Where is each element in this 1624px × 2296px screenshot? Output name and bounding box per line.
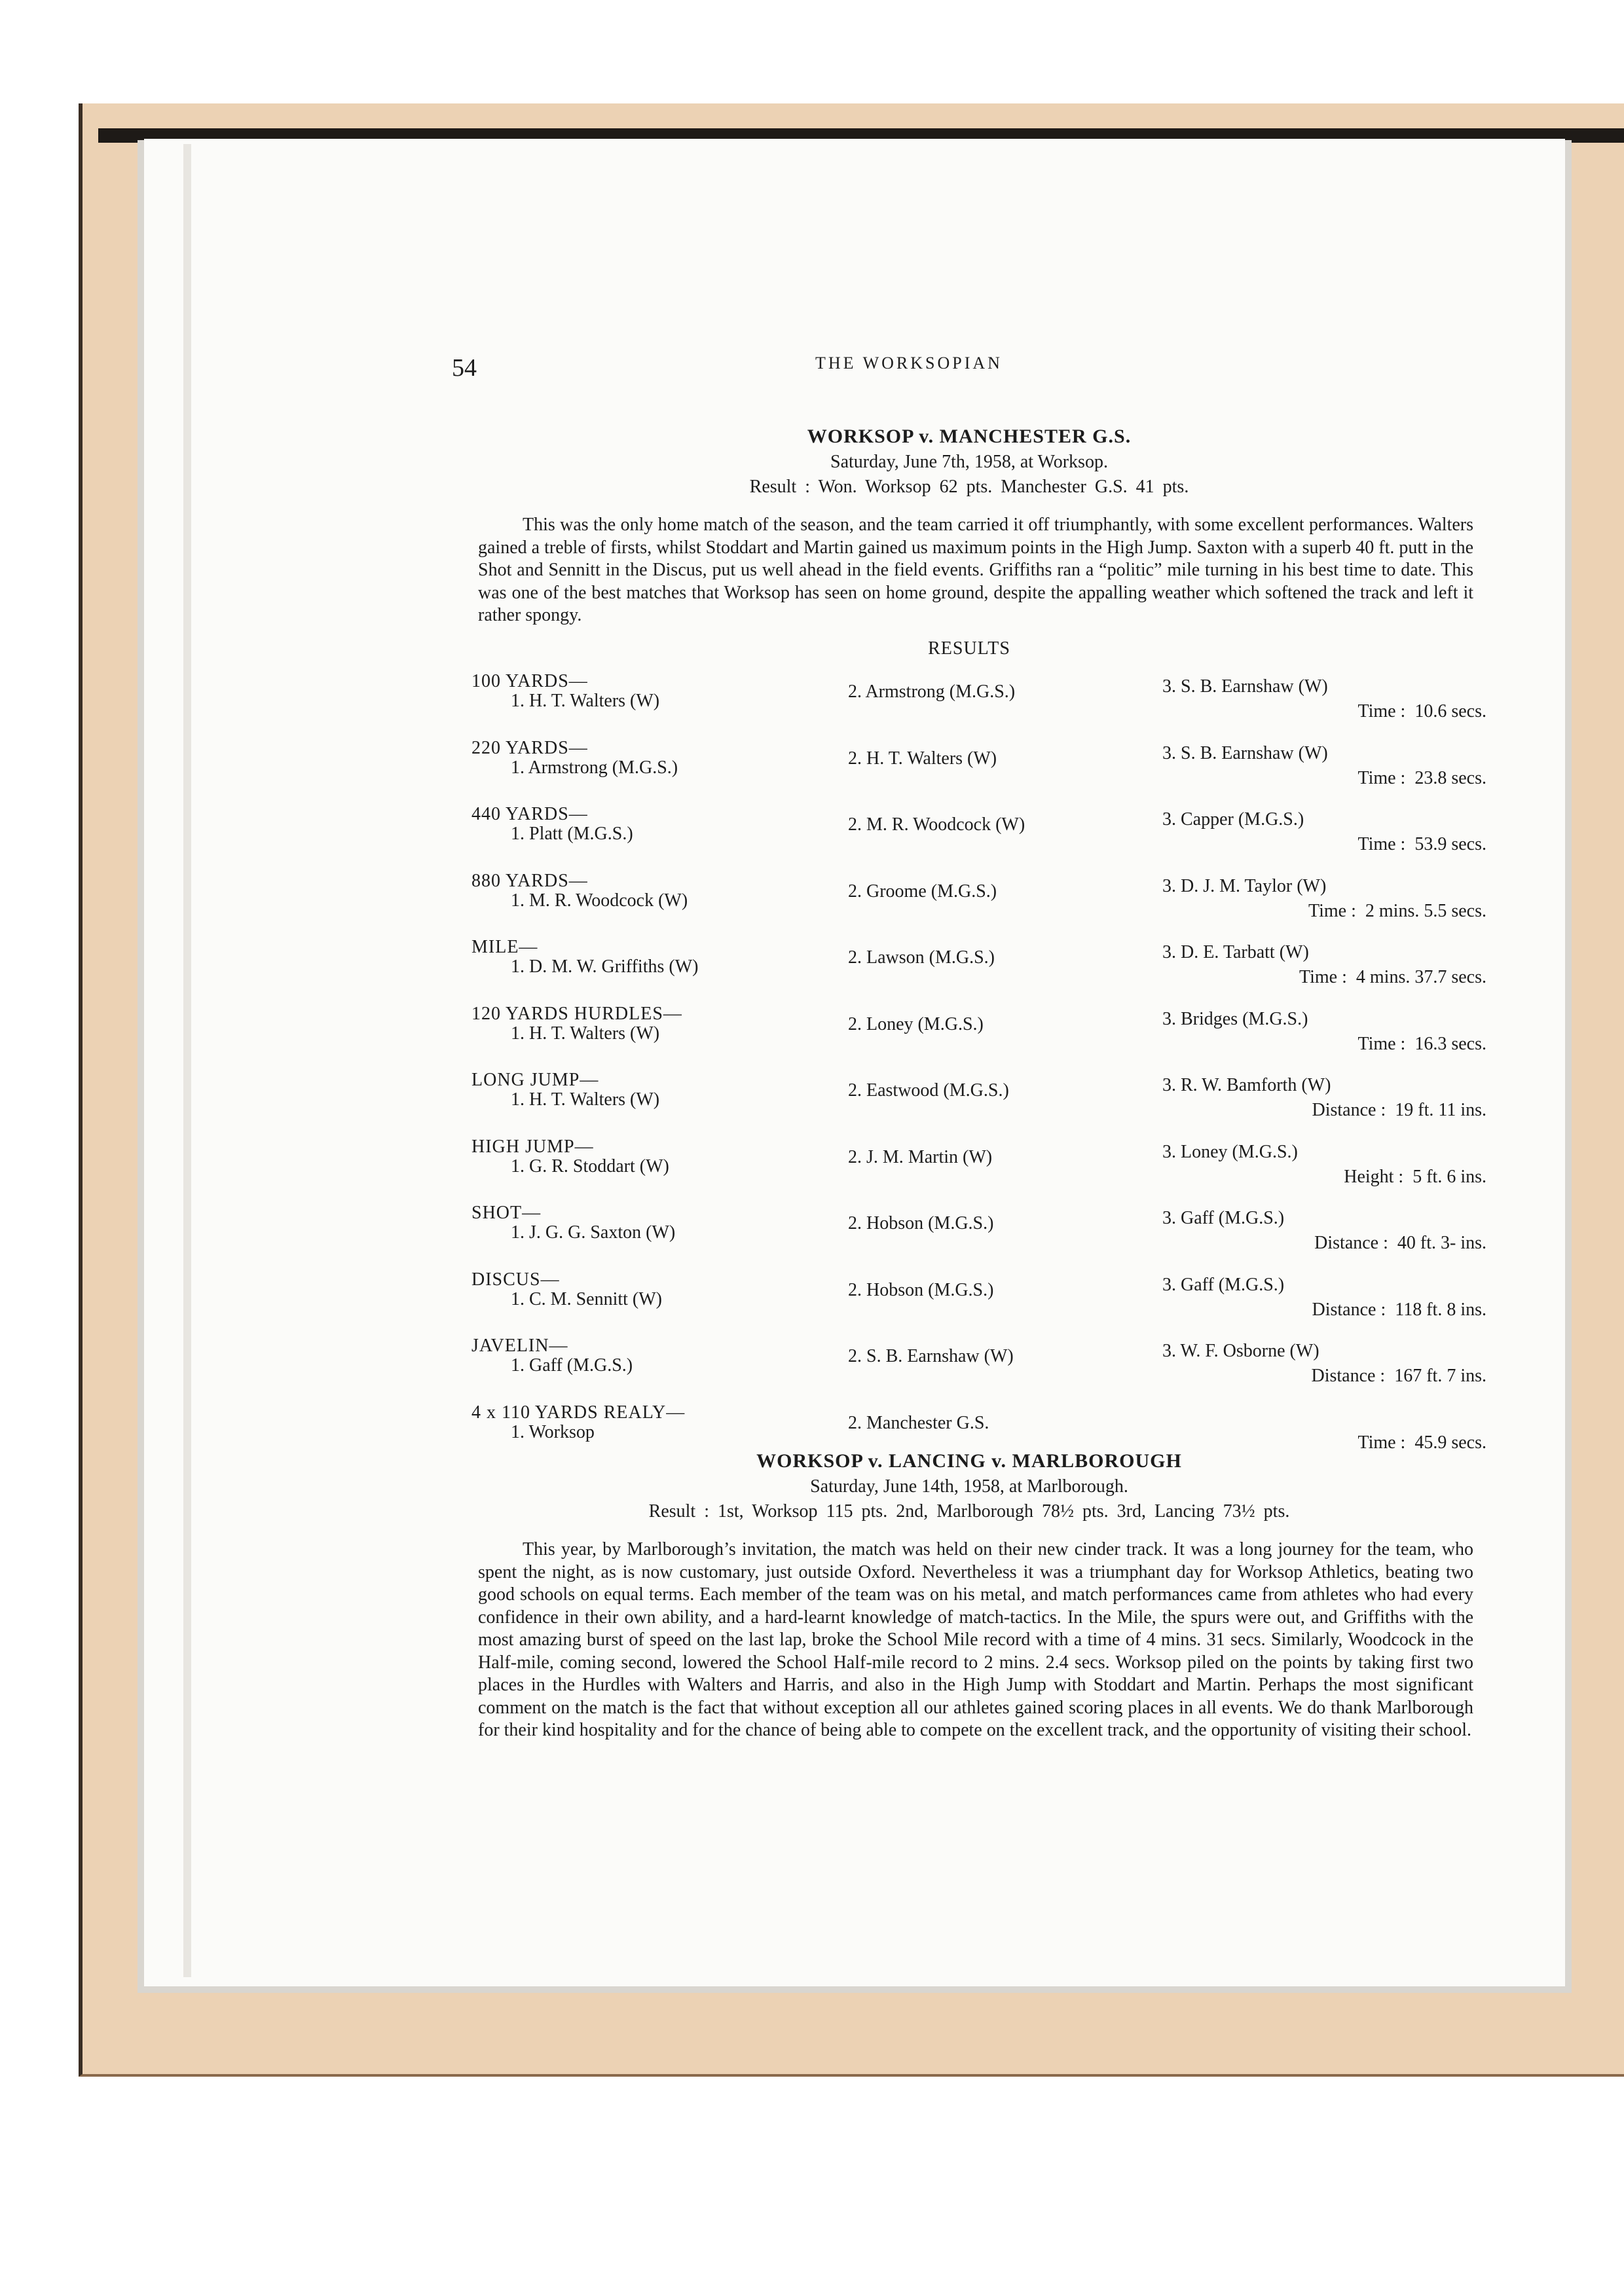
event-name: 880 YARDS— bbox=[471, 870, 588, 891]
first-place: 1. H. T. Walters (W) bbox=[511, 691, 660, 711]
performance-value: 53.9 secs. bbox=[1414, 834, 1486, 854]
second-place: 2. Groome (M.G.S.) bbox=[848, 881, 997, 902]
performance-value: 118 ft. 8 ins. bbox=[1395, 1299, 1486, 1320]
second-place: 2. M. R. Woodcock (W) bbox=[848, 814, 1025, 835]
second-place: 2. Eastwood (M.G.S.) bbox=[848, 1080, 1009, 1101]
event-name: 120 YARDS HURDLES— bbox=[471, 1003, 682, 1024]
event-name: 4 x 110 YARDS REALY— bbox=[471, 1402, 686, 1423]
first-place: 1. C. M. Sennitt (W) bbox=[511, 1288, 662, 1309]
results-heading: RESULTS bbox=[928, 638, 1010, 659]
performance bbox=[1312, 1100, 1487, 1121]
second-place: 2. Lawson (M.G.S.) bbox=[848, 947, 995, 968]
third-place: 3. W. F. Osborne (W) bbox=[1162, 1341, 1320, 1361]
performance bbox=[1311, 1366, 1486, 1387]
event-name: 220 YARDS— bbox=[471, 737, 588, 758]
match1-result: Result : Won. Worksop 62 pts. Manchester G.S. 41 pts. bbox=[749, 477, 1189, 497]
first-place: 1. H. T. Walters (W) bbox=[511, 1023, 660, 1044]
performance-label: Time : bbox=[1357, 1033, 1406, 1054]
performance-value: 2 mins. 5.5 secs. bbox=[1365, 900, 1486, 921]
third-place: 3. R. W. Bamforth (W) bbox=[1162, 1075, 1331, 1095]
third-place: 3. D. J. M. Taylor (W) bbox=[1162, 875, 1327, 896]
event-row bbox=[471, 1203, 1493, 1269]
performance-label: Time : bbox=[1357, 701, 1406, 721]
match1-header bbox=[452, 426, 1486, 498]
event-name: 100 YARDS— bbox=[471, 671, 588, 691]
performance bbox=[1344, 1167, 1486, 1188]
first-place: 1. Gaff (M.G.S.) bbox=[511, 1355, 633, 1376]
running-head: THE WORKSOPIAN bbox=[815, 354, 1003, 373]
results-list bbox=[471, 671, 1493, 1468]
performance bbox=[1357, 1034, 1486, 1055]
performance-label: Distance : bbox=[1312, 1100, 1386, 1120]
event-row bbox=[471, 1070, 1493, 1137]
second-place: 2. Manchester G.S. bbox=[848, 1412, 989, 1433]
performance bbox=[1314, 1233, 1486, 1254]
performance bbox=[1308, 901, 1486, 922]
performance-value: 40 ft. 3- ins. bbox=[1397, 1233, 1486, 1253]
performance bbox=[1299, 967, 1486, 988]
match2-result: Result : 1st, Worksop 115 pts. 2nd, Marlborough 78½ pts. 3rd, Lancing 73½ pts. bbox=[648, 1501, 1290, 1522]
second-place: 2. Armstrong (M.G.S.) bbox=[848, 682, 1016, 702]
event-row bbox=[471, 804, 1493, 871]
event-row bbox=[471, 738, 1493, 805]
performance-label: Time : bbox=[1357, 834, 1406, 854]
event-row bbox=[471, 1004, 1493, 1070]
third-place: 3. D. E. Tarbatt (W) bbox=[1162, 942, 1309, 962]
performance bbox=[1357, 834, 1486, 855]
event-row bbox=[471, 871, 1493, 938]
performance-value: 167 ft. 7 ins. bbox=[1394, 1366, 1486, 1386]
third-place: 3. S. B. Earnshaw (W) bbox=[1162, 742, 1328, 763]
third-place: 3. Gaff (M.G.S.) bbox=[1162, 1208, 1285, 1228]
event-name: DISCUS— bbox=[471, 1269, 560, 1290]
third-place: 3. S. B. Earnshaw (W) bbox=[1162, 676, 1328, 697]
match2-header bbox=[452, 1450, 1486, 1522]
event-row bbox=[471, 937, 1493, 1004]
performance-label: Distance : bbox=[1314, 1233, 1388, 1253]
performance-label: Time : bbox=[1357, 1432, 1406, 1453]
third-place: 3. Bridges (M.G.S.) bbox=[1162, 1008, 1308, 1029]
first-place: 1. M. R. Woodcock (W) bbox=[511, 890, 688, 911]
third-place: 3. Capper (M.G.S.) bbox=[1162, 809, 1304, 829]
page-number: 54 bbox=[452, 354, 477, 382]
event-name: 440 YARDS— bbox=[471, 804, 588, 824]
performance-label: Time : bbox=[1308, 900, 1356, 921]
event-name: HIGH JUMP— bbox=[471, 1136, 594, 1157]
performance-value: 10.6 secs. bbox=[1414, 701, 1486, 721]
performance-value: 16.3 secs. bbox=[1414, 1033, 1486, 1054]
second-place: 2. Loney (M.G.S.) bbox=[848, 1013, 984, 1034]
match1-report: This was the only home match of the season, and the team carried it off triumphantly, with some excellent performances. Walters gained a treble of firsts, whilst Stoddart and Martin gained us maximum points in the High Jump. Saxton with a superb 40 ft. putt in the Shot and Sennitt in the Discus, put us well ahead in the field events. Griffiths ran a “politic” mile turning in his best time to date. This was one of the best matches that Worksop has seen on home ground, despite the appalling weather which softened the track and left it rather spongy. bbox=[478, 515, 1473, 625]
performance-label: Time : bbox=[1299, 967, 1347, 987]
first-place: 1. D. M. W. Griffiths (W) bbox=[511, 957, 699, 977]
performance-label: Height : bbox=[1344, 1166, 1404, 1187]
event-name: JAVELIN— bbox=[471, 1336, 568, 1356]
event-row bbox=[471, 1336, 1493, 1402]
second-place: 2. S. B. Earnshaw (W) bbox=[848, 1346, 1014, 1366]
first-place: 1. Platt (M.G.S.) bbox=[511, 824, 633, 844]
event-name: LONG JUMP— bbox=[471, 1070, 599, 1090]
match2-date: Saturday, June 14th, 1958, at Marlborough. bbox=[810, 1476, 1128, 1497]
event-name: SHOT— bbox=[471, 1203, 542, 1223]
match2-title: WORKSOP v. LANCING v. MARLBOROUGH bbox=[756, 1450, 1182, 1472]
page-gutter bbox=[183, 144, 191, 1977]
event-row bbox=[471, 1137, 1493, 1203]
performance-value: 5 ft. 6 ins. bbox=[1412, 1166, 1486, 1187]
first-place: 1. Armstrong (M.G.S.) bbox=[511, 757, 678, 778]
second-place: 2. H. T. Walters (W) bbox=[848, 748, 997, 769]
performance-label: Distance : bbox=[1312, 1299, 1386, 1320]
first-place: 1. H. T. Walters (W) bbox=[511, 1089, 660, 1110]
third-place: 3. Gaff (M.G.S.) bbox=[1162, 1274, 1285, 1295]
performance-value: 23.8 secs. bbox=[1414, 767, 1486, 788]
second-place: 2. J. M. Martin (W) bbox=[848, 1146, 993, 1167]
first-place: 1. J. G. G. Saxton (W) bbox=[511, 1222, 676, 1243]
performance-label: Time : bbox=[1357, 767, 1406, 788]
performance-value: 45.9 secs. bbox=[1414, 1432, 1486, 1453]
second-place: 2. Hobson (M.G.S.) bbox=[848, 1279, 994, 1300]
match2-report: This year, by Marlborough’s invitation, the match was held on their new cinder track. It was a long journey for the team, who spent the night, as is now customary, just outside Oxford. Nevertheless it was a triumphant day for Worksop Athletics, beating two good schools on equal terms. Each member of the team was on his metal, and match performances came from athletes who had every confidence in their own ability, and a hard-learnt knowledge of match-tactics. In the Mile, the spurs were out, and Griffiths with the most amazing burst of speed on the last lap, broke the School Mile record with a time of 4 mins. 31 secs. Similarly, Woodcock in the Half-mile, coming second, lowered the School Half-mile record to 2 mins. 2.4 secs. Worksop piled on the points by taking first two places in the Hurdles with Walters and Harris, and also in the High Jump with Stoddart and Martin. Perhaps the most significant comment on the match is the fact that without exception all our athletes gained scoring places in all events. We do thank Marlborough for their kind hospitality and for the chance of being able to compete on the excellent track, and the opportunity of visiting their school. bbox=[478, 1539, 1473, 1740]
performance-label: Distance : bbox=[1311, 1366, 1386, 1386]
first-place: 1. Worksop bbox=[511, 1421, 595, 1442]
performance bbox=[1357, 768, 1486, 789]
event-row bbox=[471, 671, 1493, 738]
second-place: 2. Hobson (M.G.S.) bbox=[848, 1213, 994, 1233]
match1-title: WORKSOP v. MANCHESTER G.S. bbox=[807, 426, 1132, 447]
performance-value: 4 mins. 37.7 secs. bbox=[1356, 967, 1486, 987]
performance-value: 19 ft. 11 ins. bbox=[1395, 1100, 1486, 1120]
match1-date: Saturday, June 7th, 1958, at Worksop. bbox=[830, 452, 1108, 472]
performance bbox=[1312, 1300, 1487, 1321]
first-place: 1. G. R. Stoddart (W) bbox=[511, 1156, 669, 1176]
third-place: 3. Loney (M.G.S.) bbox=[1162, 1141, 1298, 1162]
performance bbox=[1357, 701, 1486, 722]
event-row bbox=[471, 1269, 1493, 1336]
event-name: MILE— bbox=[471, 937, 538, 957]
